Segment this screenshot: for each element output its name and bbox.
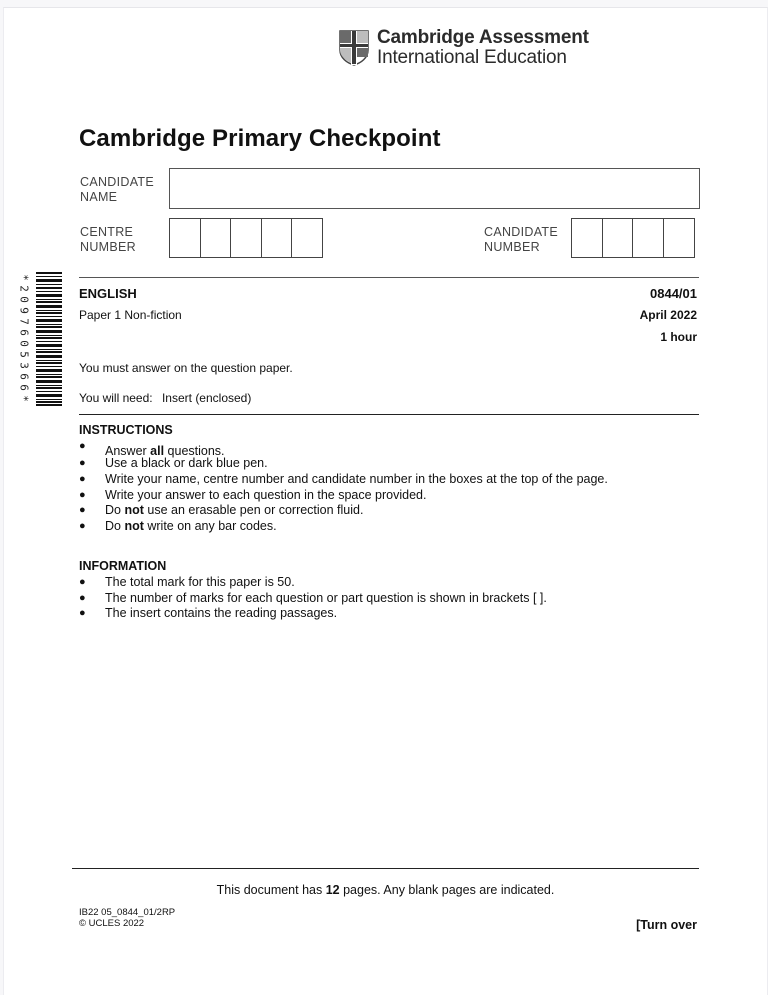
candidate-number-cell-4[interactable]: [663, 218, 695, 258]
information-item: ● The insert contains the reading passages.: [79, 606, 338, 621]
centre-number-boxes: [169, 218, 323, 258]
answer-note: You must answer on the question paper.: [79, 361, 293, 375]
instructions-list: [79, 442, 719, 534]
centre-number-cell-2[interactable]: [200, 218, 232, 258]
barcode-digits: * 2 0 9 7 6 0 5 3 6 6 *: [17, 274, 31, 402]
information-item: ● The total mark for this paper is 50.: [79, 575, 295, 589]
exam-duration: 1 hour: [660, 330, 697, 344]
instruction-item: ● Write your name, centre number and candidate number in the boxes at the top of the page.: [79, 472, 608, 486]
instruction-item: ● Do not use an erasable pen or correction fluid.: [79, 503, 364, 518]
centre-number-cell-5[interactable]: [291, 218, 323, 258]
candidate-number-label: CANDIDATE NUMBER: [484, 225, 559, 254]
centre-number-cell-1[interactable]: [169, 218, 201, 258]
subject-name: ENGLISH: [79, 286, 137, 301]
candidate-name-field[interactable]: [169, 168, 700, 209]
document-title: Cambridge Primary Checkpoint: [79, 125, 441, 152]
divider-top: [79, 277, 699, 278]
logo-line-2: International Education: [377, 47, 567, 68]
centre-number-cell-3[interactable]: [230, 218, 262, 258]
candidate-name-label: CANDIDATE NAME: [80, 175, 155, 204]
information-item: ● The number of marks for each question or part question is shown in brackets [ ].: [79, 590, 547, 605]
document-reference: [79, 907, 175, 929]
logo-line-1: Cambridge Assessment: [377, 27, 589, 48]
reference-code: IB22 05_0844_01/2RP: [79, 907, 176, 918]
candidate-number-cell-1[interactable]: [571, 218, 603, 258]
instruction-item: ● Write your answer to each question in the space provided.: [79, 487, 427, 502]
copyright-notice: © UCLES 2022: [79, 918, 145, 929]
information-heading: INFORMATION: [79, 559, 167, 573]
paper-code: 0844/01: [650, 286, 697, 301]
centre-number-label: CENTRE NUMBER: [80, 225, 136, 254]
turn-over-label: [Turn over: [636, 918, 697, 932]
materials-label: You will need:: [79, 391, 153, 405]
barcode-icon: [36, 272, 62, 406]
instruction-item: ● Use a black or dark blue pen.: [79, 456, 268, 470]
cambridge-logo: [339, 28, 589, 68]
candidate-number-cell-2[interactable]: [602, 218, 634, 258]
instructions-heading: INSTRUCTIONS: [79, 423, 173, 437]
paper-name: Paper 1 Non-fiction: [79, 308, 182, 322]
exam-session: April 2022: [639, 308, 697, 322]
centre-number-cell-4[interactable]: [261, 218, 293, 258]
materials-value: Insert (enclosed): [161, 391, 252, 405]
university-crest-icon: [339, 30, 369, 66]
candidate-number-boxes: [571, 218, 695, 258]
materials-needed: [79, 391, 251, 405]
information-list: [79, 575, 719, 622]
instruction-item: ● Answer all questions.: [79, 440, 225, 458]
divider-bottom: [72, 868, 699, 869]
candidate-number-cell-3[interactable]: [632, 218, 664, 258]
instruction-item: ● Do not write on any bar codes.: [79, 518, 277, 533]
divider-middle: [79, 414, 699, 415]
page-count-note: This document has 12 pages. Any blank pages are indicated.: [216, 883, 555, 897]
